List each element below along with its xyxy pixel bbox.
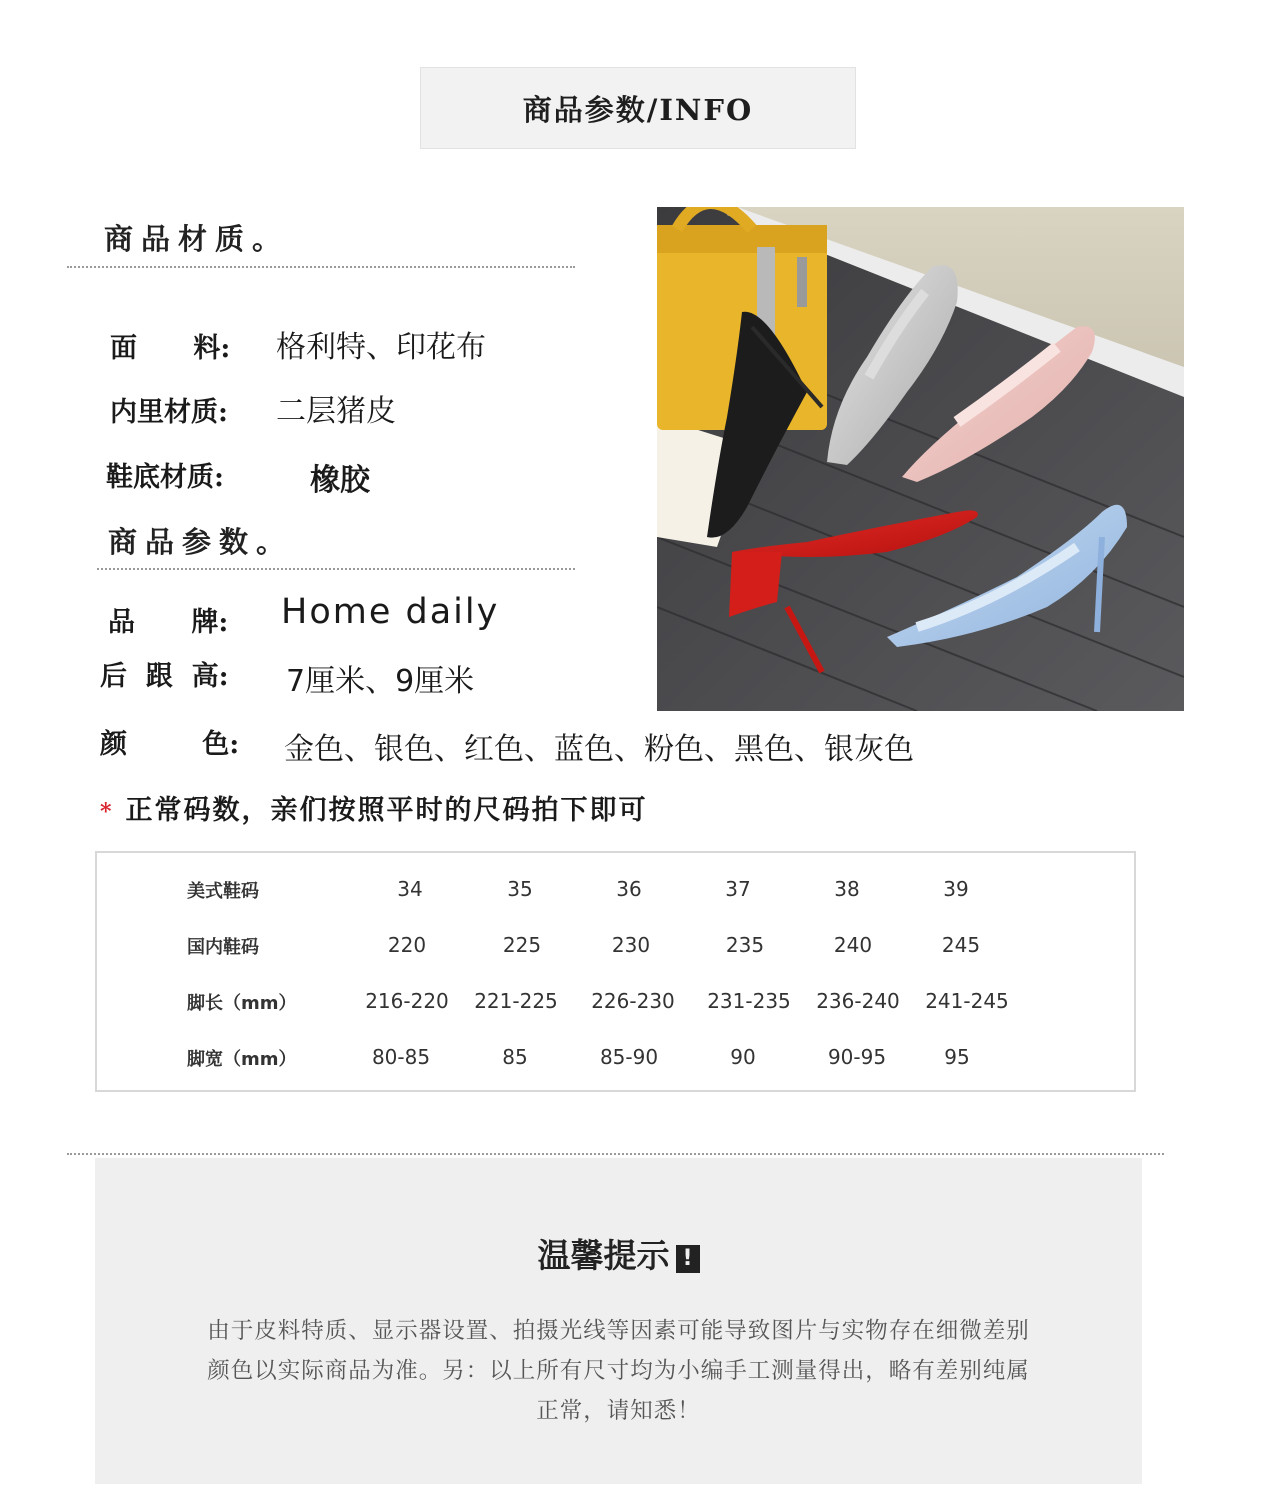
table-cell: 35 [507,877,533,901]
table-cell: 220 [387,933,427,957]
table-cell: 95 [944,1045,970,1069]
note-star: * [100,799,114,825]
tip-line: 颜色以实际商品为准。另：以上所有尺寸均为小编手工测量得出，略有差别纯属 [207,1358,1030,1384]
table-cell: 39 [943,877,969,901]
sole-label: 鞋底材质: [106,462,224,493]
tip-box [95,1158,1142,1484]
product-photo [657,207,1184,711]
heel-height-value: 7厘米、9厘米 [286,664,475,699]
color-label: 颜 色: [100,729,240,760]
brand-value: Home daily [281,592,500,632]
material-title-dot: 。 [252,222,290,256]
exclamation-icon: ! [676,1245,700,1273]
table-cell: 34 [397,877,423,901]
tip-title [95,1230,1142,1277]
material-title-text: 商品材质 [104,222,253,256]
table-cell: 245 [941,933,981,957]
row-label-us-size: 美式鞋码 [187,881,259,902]
divider [67,1153,1164,1155]
table-cell: 85 [502,1045,528,1069]
table-cell: 38 [834,877,860,901]
table-cell: 36 [616,877,642,901]
heel-height-label: 后 跟 高: [100,661,229,692]
params-title-text: 商品参数 [108,525,257,559]
table-cell: 90 [730,1045,756,1069]
sole-value: 橡胶 [310,463,370,498]
table-cell: 236-240 [816,989,900,1013]
row-label-foot-length: 脚长（mm） [187,993,297,1014]
tip-line: 正常，请知悉！ [536,1398,701,1424]
tip-title-text: 温馨提示 [537,1236,670,1275]
row-label-cn-size: 国内鞋码 [187,937,259,958]
table-cell: 80-85 [371,1045,431,1069]
table-cell: 240 [833,933,873,957]
table-cell: 225 [502,933,542,957]
table-cell: 230 [611,933,651,957]
size-table [95,851,1136,1092]
fabric-value: 格利特、印花布 [276,330,486,365]
table-cell: 37 [725,877,751,901]
material-section-title [104,217,289,258]
divider [97,568,575,570]
row-label-foot-width: 脚宽（mm） [187,1049,297,1070]
table-cell: 90-95 [827,1045,887,1069]
table-cell: 235 [725,933,765,957]
color-value: 金色、银色、红色、蓝色、粉色、黑色、银灰色 [284,732,914,767]
table-cell: 216-220 [365,989,449,1013]
params-section-title [108,520,293,561]
brand-label: 品 牌: [108,607,229,638]
size-note [100,788,648,827]
table-cell: 231-235 [707,989,791,1013]
table-cell: 226-230 [591,989,675,1013]
tip-line: 由于皮料特质、显示器设置、拍摄光线等因素可能导致图片与实物存在细微差别 [207,1318,1030,1344]
fabric-label: 面 料: [110,333,231,364]
lining-label: 内里材质: [110,397,228,428]
page-title: 商品参数/INFO [420,67,856,149]
table-cell: 221-225 [474,989,558,1013]
divider [67,266,575,268]
table-cell: 241-245 [925,989,1009,1013]
lining-value: 二层猪皮 [276,394,396,429]
params-title-dot: 。 [256,525,294,559]
table-cell: 85-90 [599,1045,659,1069]
note-text: 正常码数，亲们按照平时的尺码拍下即可 [125,795,648,826]
